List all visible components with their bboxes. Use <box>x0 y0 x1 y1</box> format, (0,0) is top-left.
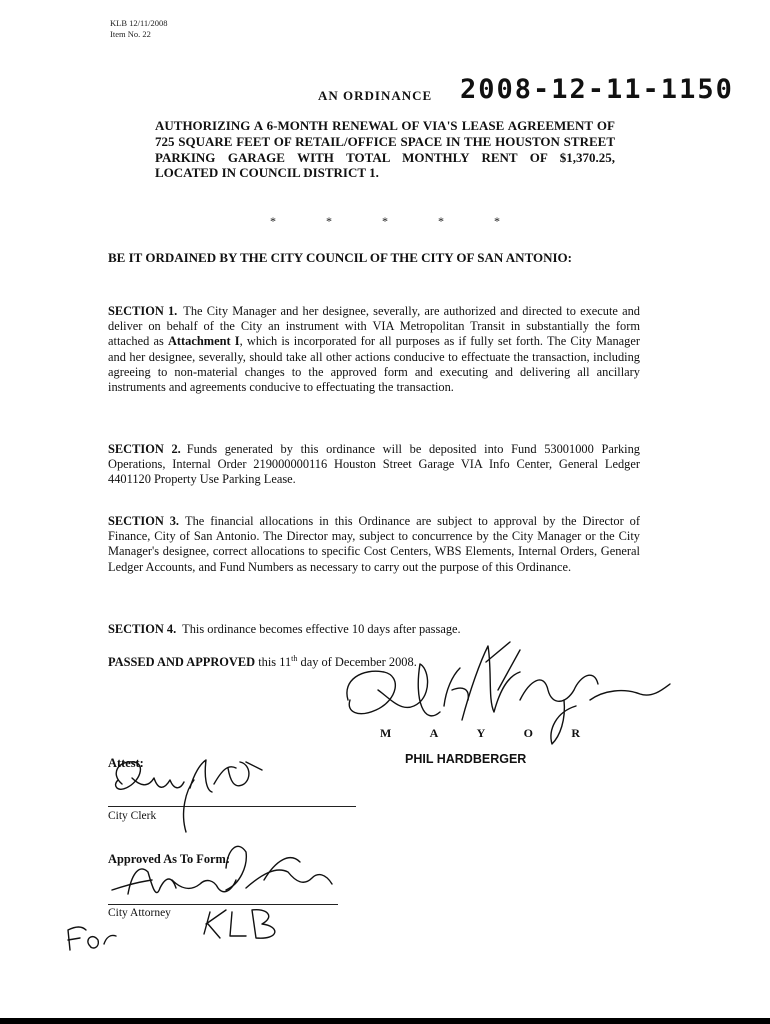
city-attorney-label: City Attorney <box>108 907 171 919</box>
section-text: , which is incorporated for all purposes as if fully set forth. The City Manager and her designee, severally, should take all other actions conducive to effectuate the transaction, including agreeing to non-material changes to the approved form and executing and delivering all ancillary instruments and agreements conducive to effectuating the transaction. <box>108 334 640 395</box>
section-text: Funds generated by this ordinance will be deposited into Fund 53001000 Parking Operations, Internal Order 219000000116 Houston Street Garage VIA Info Center, General Ledger 4401120 Property Use Parking Lease. <box>108 442 640 487</box>
ordinance-caption: AUTHORIZING A 6-MONTH RENEWAL OF VIA'S LEASE AGREEMENT OF 725 SQUARE FEET OF RETAIL/OFFICE SPACE IN THE HOUSTON STREET PARKING GARAGE WITH TOTAL MONTHLY RENT OF $1,370.25, LOCATED IN COUNCIL DISTRICT 1. <box>155 118 615 181</box>
passed-date-rest: day of December 2008. <box>300 655 417 670</box>
mayor-letter: Y <box>476 726 486 740</box>
item-number: Item No. 22 <box>110 29 151 39</box>
ordinance-number: 2008-12-11-1150 <box>460 74 734 105</box>
attorney-signature <box>68 846 332 950</box>
ordained-clause: BE IT ORDAINED BY THE CITY COUNCIL OF THE CITY OF SAN ANTONIO: <box>108 250 573 265</box>
ordinance-label: AN ORDINANCE <box>318 88 433 103</box>
ordinal-suffix: th <box>291 654 298 663</box>
star: * <box>382 214 388 228</box>
approved-as-to-form-label: Approved As To Form: <box>108 852 230 866</box>
section-heading: SECTION 3. <box>108 514 180 528</box>
star: * <box>326 214 332 228</box>
clerk-signature <box>116 760 262 832</box>
mayor-letter: R <box>571 726 580 740</box>
mayor-signature <box>347 642 670 744</box>
mayor-letter: O <box>523 726 533 740</box>
star: * <box>270 214 276 228</box>
reference-line: KLB 12/11/2008 <box>110 18 168 28</box>
attest-label: Attest: <box>108 756 144 770</box>
section-heading: SECTION 2. <box>108 442 181 456</box>
section-heading: SECTION 4. <box>108 622 177 636</box>
scan-edge-bar <box>0 1018 770 1024</box>
section-text: The financial allocations in this Ordinance are subject to approval by the Director of Finance, City of San Antonio. The Director may, subject to concurrence by the City Manager or the City Manager's designee, correct allocations to specific Cost Centers, WBS Elements, Internal Orders, General Ledger Accounts, and Fund Numbers as necessary to carry out the purpose of this Ordinance. <box>108 514 640 574</box>
mayor-name: PHIL HARDBERGER <box>405 752 527 766</box>
section-text: The City Manager and her designee, severally, are authorized and directed to execute and deliver on behalf of the City an instrument with VIA Metropolitan Transit in substantially the form attached as <box>108 304 641 349</box>
star: * <box>438 214 444 228</box>
passed-date: this 11 <box>258 655 292 670</box>
passed-label: PASSED AND APPROVED <box>108 655 256 670</box>
attachment-ref: Attachment I <box>167 334 240 349</box>
mayor-letter: M <box>380 726 392 740</box>
section-text: This ordinance becomes effective 10 days after passage. <box>182 622 461 636</box>
mayor-letter: A <box>429 726 439 740</box>
city-clerk-label: City Clerk <box>108 810 157 822</box>
section-heading: SECTION 1. <box>108 304 178 318</box>
star: * <box>494 214 500 228</box>
